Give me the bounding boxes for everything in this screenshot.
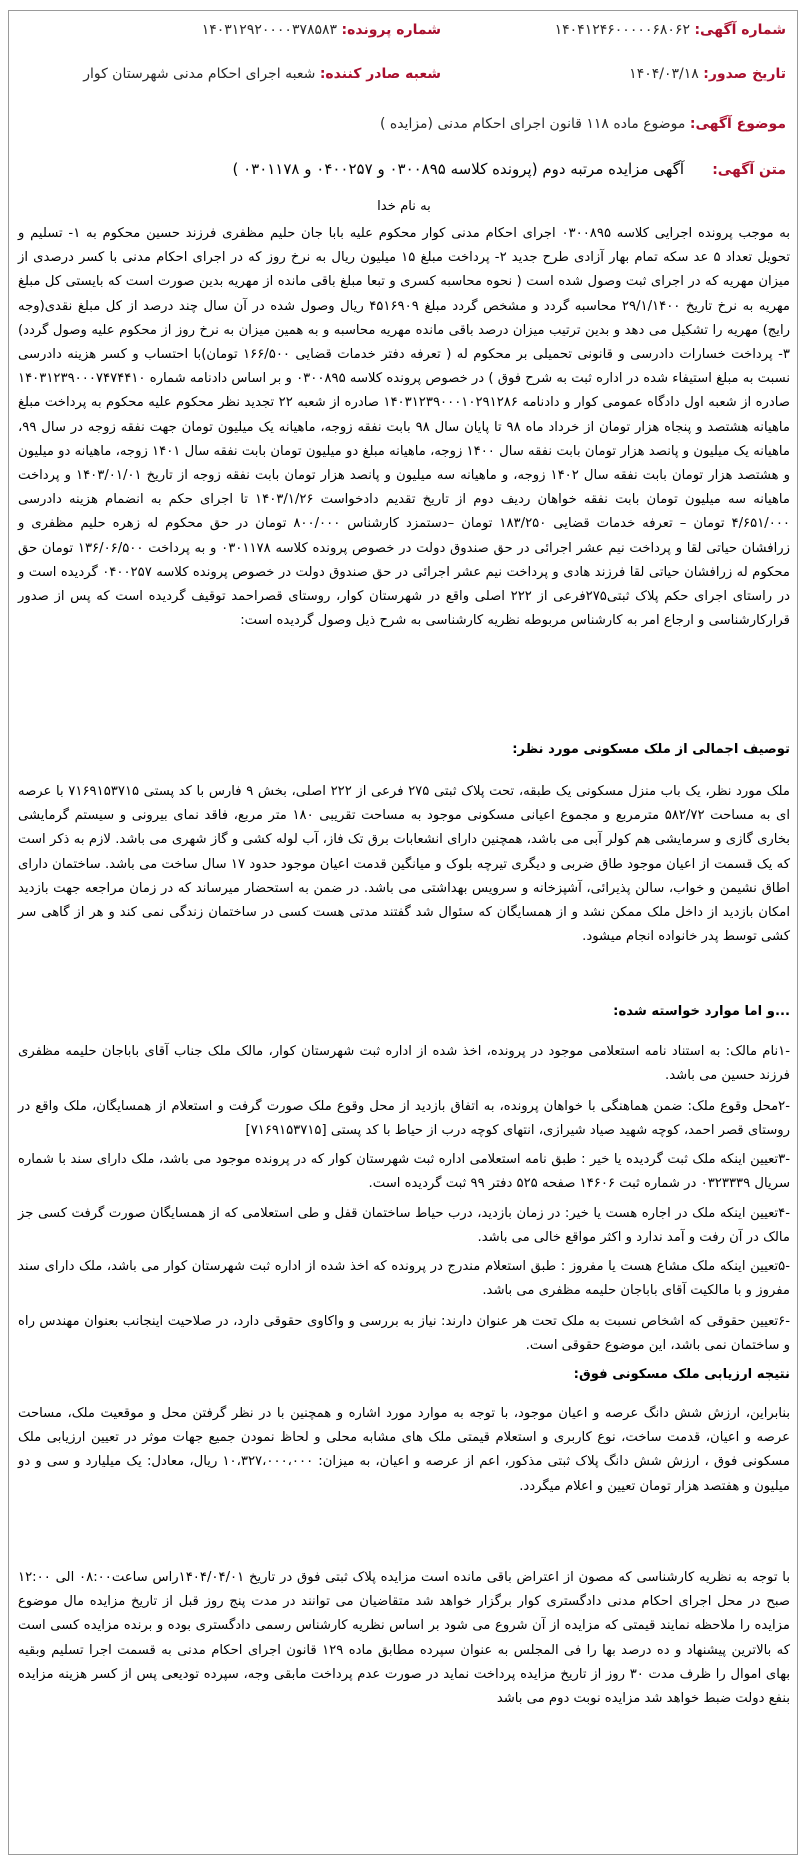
main-paragraph: به موجب پرونده اجرایی کلاسه ۰۳۰۰۸۹۵ اجرای احکام مدنی کوار محکوم علیه بابا جان حلیم مظفری فرزند حسین محکوم به ۱- تسلیم و تحویل تعداد ۵ عد سکه تمام بهار آزادی طرح جدید ۲- پرداخت مبلغ ۱۵ میلیون ریال به نرخ روز که در اجرای احکام مدنی با کسر درصدی از میزان مهریه که در اجرای ثبت وصول شده است ( نحوه محاسبه کسری و تبعا مبلغ باقی مانده از مهریه بدین صورت است که بایستی کل مبلغ مهریه به نرخ تاریخ ۲۹/۱/۱۴۰۰ محاسبه گردد و مشخص گردد مبلغ ۴۵۱۶۹۰۹ ریال وصول شده در آن سال چند درصد از کل مبلغ نقدی(وجه رایج) مهریه را تشکیل می دهد و بدین ترتیب میزان درصد باقی مانده مهریه محاسبه و به همین میزان به نرخ روز از محکوم علیه وصول گردد) ۳- پرداخت خسارات دادرسی و قانونی تحمیلی بر محکوم له ( تعرفه دفتر خدمات قضایی ۱۶۶/۵۰۰ تومان)با احتساب و کسر هزینه دادرسی نسبت به مبلغ استیفاء شده در اداره ثبت به شرح فوق ) در خصوص پرونده کلاسه ۰۳۰۰۸۹۵ و بر اساس دادنامه شماره ۱۴۰۳۱۲۳۹۰۰۰۷۴۷۴۴۱۰ صادره از شعبه اول دادگاه عمومی کوار و دادنامه ۱۴۰۳۱۲۳۹۰۰۰۱۰۲۹۱۲۸۶ صادره از شعبه ۲۲ تجدید نظر محکوم علیه محکوم به پرداخت مبلغ ماهیانه هشتصد و پنجاه هزار تومان از خرداد ماه ۹۸ تا پایان سال ۹۸ بابت نفقه زوجه، ماهیانه یک میلیون تومان جهت نفقه زوجه در سال ۹۹، ماهیانه یک میلیون و پانصد هزار تومان بابت نفقه سال ۱۴۰۰ زوجه، ماهیانه مبلغ دو میلیون تومان بابت نفقه سال ۱۴۰۱ زوجه، ماهیانه دو میلیون و هشتصد هزار تومان بابت نفقه سال ۱۴۰۲ زوجه، و ماهیانه سه میلیون و پانصد هزار تومان بابت نفقه زوجه از تاریخ ۱۴۰۳/۰۱/۰۱ و پرداخت ماهیانه سه میلیون تومان بابت نفقه خواهان ردیف دوم از تاریخ تقدیم دادخواست ۱۴۰۳/۱/۲۶ تا اجرای حکم به انضمام هزینه دادرسی ۴/۶۵۱/۰۰۰ تومان – تعرفه خدمات قضایی ۱۸۳/۲۵۰ تومان –دستمزد کارشناس ۸۰۰/۰۰۰ تومان در حق محکوم له زهره حلیم مظفری و زرافشان حیاتی لقا و پرداخت نیم عشر اجرائی در حق صندوق دولت در خصوص پرونده کلاسه ۰۳۰۱۱۷۸ و به پرداخت ۱۳۶/۰۶/۵۰۰ تومان حق محکوم له زرافشان حیاتی لقا فرزند هادی و پرداخت نیم عشر اجرائی در حق صندوق دولت در خصوص پرونده کلاسه ۰۴۰۰۲۵۷ گردیده است و در راستای اجرای حکم پلاک ثبتی۲۷۵فرعی از ۲۲۲ اصلی واقع در شهرستان کوار، روستای قصراحمد توقیف گردیده است که پس از صدور قرارکارشناسی و ارجاع امر به کارشناس مربوطه نظریه کارشناسی به شرح ذیل وصول گردیده است: bbox=[18, 226, 791, 629]
item-lease: -۴تعیین اینکه ملک در اجاره هست یا خیر: در زمان بازدید، درب حیاط ساختمان قفل و طی استعلامی که از همسایگان صورت گرفت کسی جز مالک در آن رفت و آمد ندارد و اکثر مواقع خالی می باشد. bbox=[18, 1206, 790, 1246]
issue-date: ۱۴۰۴/۰۳/۱۸ bbox=[629, 66, 699, 82]
case-number-label: شماره پرونده: bbox=[341, 22, 441, 38]
text-label-row bbox=[712, 162, 786, 178]
ad-number-row bbox=[555, 22, 786, 38]
valuation-paragraph: بنابراین، ارزش شش دانگ عرصه و اعیان موجود، با توجه به موارد مورد اشاره و همچنین با در نظر گرفتن محل و موقعیت ملک، مساحت عرصه و اعیان، قدمت ساخت، نوع کاربری و استعلام قیمتی ملک های مشابه محلی و لحاظ نمودن جمیع جهات موثر در تعیین ارزیابی ملک مسکونی فوق ، ارزش شش دانگ پلاک ثبتی مذکور، اعم از عرصه و اعیان، به میزان: ۱۰،۳۲۷،۰۰۰،۰۰۰ ریال، معادل: یک میلیارد و سی و دو میلیون و هفتصد هزار تومان تعیین و اعلام میگردد. bbox=[18, 1406, 790, 1494]
subject: موضوع ماده ۱۱۸ قانون اجرای احکام مدنی (مزایده ) bbox=[379, 116, 686, 132]
description-paragraph: ملک مورد نظر، یک باب منزل مسکونی یک طبقه، تحت پلاک ثبتی ۲۷۵ فرعی از ۲۲۲ اصلی، بخش ۹ فارس با کد پستی ۷۱۶۹۱۵۳۷۱۵ با عرصه ای به مساحت ۵۸۲/۷۲ مترمربع و مجموع اعیانی مسکونی موجود به مساحت تقریبی ۱۸۰ متر مربع، فاقد نمای بیرونی و سیستم گرمایشی بخاری گازی و سرمایشی هم کولر آبی می باشد، همچنین دارای انشعابات برق تک فاز، آب لوله کشی و گاز شهری می باشد. لازم به ذکر است که یک قسمت از اعیان موجود طاق ضربی و دیگری تیرچه بلوک و میانگین قدمت اعیان موجود حدود ۱۷ سال ساخت می باشد. ساختمان دارای اطاق نشیمن و خواب، سالن پذیرائی، آشپزخانه و سرویس بهداشتی می باشد. در ضمن به استحضار میرساند که در زمان مراجعه جهت بازدید امکان بازدید از داخل ملک ممکن نشد و از همسایگان که سئوال شد گفتند مدتی هست کسی در ساختمان زندگی نمی کند و هر از گاهی سر کشی توسط پدر خانواده انجام میشود. bbox=[18, 784, 790, 945]
item-shared: -۵تعیین اینکه ملک مشاع هست یا مفروز : طبق استعلام مندرج در پرونده که اخذ شده از اداره ثبت شهرستان کوار می باشد، ملک دارای سند مفروز و با مالکیت آقای باباجان حلیمه مظفری می باشد. bbox=[18, 1259, 790, 1299]
auction-paragraph: با توجه به نظریه کارشناسی که مصون از اعتراض باقی مانده است مزایده پلاک ثبتی فوق در تاریخ ۱۴۰۴/۰۴/۰۱راس ساعت۰۸:۰۰ الی ۱۲:۰۰ صبح در محل اجرای احکام مدنی دادگستری کوار برگزار خواهد شد متقاضیان می توانند در مدت پنج روز قبل از تاریخ مزایده مال موضوع مزایده را ملاحظه نمایند قیمتی که مزایده از آن شروع می شود بر اساس نظریه کارشناس رسمی دادگستری بوده و برنده مزایده کسی است که بالاترین پیشنهاد و ده درصد بها را فی المجلس به عنوان سپرده مطابق ماده ۱۲۹ قانون اجرای احکام مدنی به قسمت اجرا تسلیم وبقیه بهای اموال را ظرف مدت ۳۰ روز از تاریخ مزایده پرداخت نماید در صورت عدم پرداخت مابقی وجه، سپرده تودیعی پس از کسر هزینه مزایده بنفع دولت ضبط خواهد شد مزایده نوبت دوم می باشد bbox=[18, 1570, 791, 1707]
item-rights: -۶تعیین حقوقی که اشخاص نسبت به ملک تحت هر عنوان دارند: نیاز به بررسی و واکاوی حقوقی دارد، در صلاحیت اینجانب بعنوان مهندس راه و ساختمان نمی باشد، این موضوع حقوقی است. bbox=[18, 1314, 790, 1354]
issue-date-row bbox=[629, 66, 786, 82]
ad-number-label: شماره آگهی: bbox=[694, 22, 786, 38]
ad-number: ۱۴۰۴۱۲۴۶۰۰۰۰۰۶۸۰۶۲ bbox=[554, 22, 690, 38]
requested-heading: ...و اما موارد خواسته شده: bbox=[613, 1004, 790, 1019]
valuation-heading: نتیجه ارزیابی ملک مسکونی فوق: bbox=[573, 1367, 790, 1382]
issuer-label: شعبه صادر کننده: bbox=[319, 66, 441, 82]
item-owner: -۱نام مالک: به استناد نامه استعلامی موجود در پرونده، اخذ شده از اداره ثبت شهرستان کوار، مالک ملک جناب آقای باباجان حلیمه مظفری فرزند حسین می باشد. bbox=[18, 1044, 790, 1084]
ad-title: آگهی مزایده مرتبه دوم (پرونده کلاسه ۰۳۰۰۸۹۵ و ۰۴۰۰۲۵۷ و ۰۳۰۱۱۷۸ ) bbox=[232, 160, 684, 178]
text-label: متن آگهی: bbox=[712, 162, 786, 178]
case-number-row bbox=[202, 22, 441, 38]
item-registration: -۳تعیین اینکه ملک ثبت گردیده یا خیر : طبق نامه استعلامی اداره ثبت شهرستان کوار که در پرونده موجود می باشد، ملک دارای سند با شماره سریال ۰۳۲۳۳۳۹ در شماره ثبت ۱۴۶۰۶ صفحه ۵۲۵ دفتر ۹۹ ثبت گردیده است. bbox=[18, 1152, 790, 1192]
bismillah: به نام خدا bbox=[377, 199, 431, 214]
subject-row bbox=[380, 116, 786, 132]
subject-label: موضوع آگهی: bbox=[689, 116, 786, 132]
issuer-row bbox=[83, 66, 441, 82]
case-number: ۱۴۰۳۱۲۹۲۰۰۰۰۳۷۸۵۸۳ bbox=[201, 22, 338, 38]
description-heading: توصیف اجمالی از ملک مسکونی مورد نظر: bbox=[512, 742, 790, 757]
item-location: -۲محل وقوع ملک: ضمن هماهنگی با خواهان پرونده، به اتفاق بازدید از محل وقوع ملک صورت گرفت و استعلام از همسایگان، ملک واقع در روستای قصر احمد، کوچه شهید صیاد شیرازی، انتهای کوچه درب از حیاط با کد پستی [۷۱۶۹۱۵۳۷۱۵] bbox=[18, 1099, 790, 1139]
issuer: شعبه اجرای احکام مدنی شهرستان کوار bbox=[83, 66, 316, 82]
issue-date-label: تاریخ صدور: bbox=[703, 66, 786, 82]
